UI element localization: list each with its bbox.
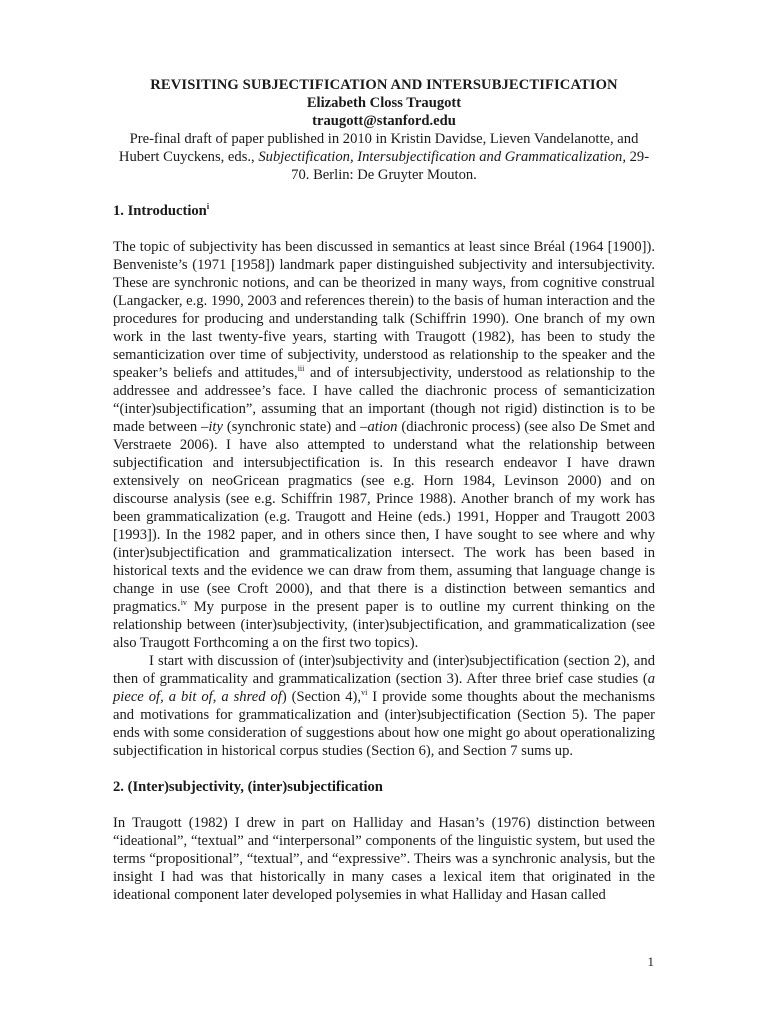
suffix-ity: –ity [201, 419, 223, 435]
text-run: I provide some thoughts about the mechanisms and motivations for grammaticalization and (inter)subjectification (Section 5). The paper ends with some consideration of suggestions about how one might go about operationalizing subjectification in historical corpus studies (Section 6), and Section 7 sums up. [113, 689, 655, 759]
suffix-ation: –ation [360, 419, 398, 435]
publication-note-text-2: 29-70. Berlin: De Gruyter Mouton. [291, 149, 650, 183]
footnote-marker: i [206, 202, 210, 212]
text-run: I start with discussion of (inter)subjectivity and (inter)subjectification (section 2), and then of grammaticality and grammaticalization (section 3). After three brief case studies ( [113, 653, 655, 687]
text-run: ) (Section 4), [281, 689, 362, 705]
case-study-examples: a piece of, a bit of, a shred of [113, 671, 655, 705]
page-number: 1 [647, 954, 654, 969]
intro-paragraph-2 [113, 652, 655, 760]
book-title: Subjectification, Intersubjectification and Grammaticalization, [258, 149, 626, 165]
document-page [113, 76, 655, 904]
footnote-marker: iv [180, 598, 187, 608]
title-block [113, 76, 655, 184]
publication-note [113, 130, 655, 184]
publication-note-text-1: Pre-final draft of paper published in 2010 in Kristin Davidse, Lieven Vandelanotte, and Hubert Cuyckens, eds., [118, 131, 639, 165]
text-run: (diachronic process) (see also De Smet and Verstraete 2006). I have also attempted to understand what the relationship between subjectification and intersubjectification is. In this research endeavor I have drawn extensively on neoGricean pragmatics (see e.g. Horn 1984, Levinson 2000) and on discourse analysis (see e.g. Schiffrin 1987, Prince 1988). Another branch of my work has been grammaticalization (e.g. Traugott and Heine (eds.) 1991, Hopper and Traugott 2003 [1993]). In the 1982 paper, and in others since then, I have sought to see where and why (inter)subjectification and grammaticalization intersect. The work has been based in historical texts and the evidence we can draw from them, assuming that language change is change in use (see Croft 2000), and that there is a distinction between semantics and pragmatics. [113, 419, 655, 615]
section-1-heading-text: 1. Introduction [113, 203, 207, 219]
paper-title: REVISITING SUBJECTIFICATION AND INTERSUBJECTIFICATION [150, 77, 618, 93]
footnote-marker: vi [361, 688, 368, 698]
text-run: The topic of subjectivity has been discussed in semantics at least since Bréal (1964 [1900]). Benveniste’s (1971 [1958]) landmark paper distinguished subjectivity and intersubjectivity. These are synchronic notions, and can be theorized in many ways, from cognitive construal (Langacker, e.g. 1990, 2003 and references therein) to the basis of human interaction and the procedures for producing and understanding talk (Schiffrin 1990). One branch of my own work in the last twenty-five years, starting with Traugott (1982), has been to study the semanticization over time of subjectivity, understood as relationship to the speaker and the speaker’s beliefs and attitudes, [113, 239, 655, 381]
text-run: My purpose in the present paper is to outline my current thinking on the relationship between (inter)subjectivity, (inter)subjectification, and grammaticalization (see also Traugott Forthcoming a on the first two topics). [113, 599, 655, 651]
section-1-heading [113, 202, 655, 220]
author-email: traugott@stanford.edu [312, 113, 456, 129]
footnote-marker: iii [297, 364, 305, 374]
section-2-paragraph-1: In Traugott (1982) I drew in part on Halliday and Hasan’s (1976) distinction between “ideational”, “textual” and “interpersonal” components of the linguistic system, but used the terms “propositional”, “textual”, and “expressive”. Theirs was a synchronic analysis, but the insight I had was that historically in many cases a lexical item that originated in the ideational component later developed polysemies in what Halliday and Hasan called [113, 815, 655, 903]
text-run: (synchronic state) and [222, 419, 361, 435]
author-name: Elizabeth Closs Traugott [306, 95, 462, 111]
text-run: and of intersubjectivity, understood as relationship to the addressee and addressee’s face. I have called the diachronic process of semanticization “(inter)subjectification”, assuming that an important (though not rigid) distinction is to be made between [113, 365, 655, 435]
section-2-heading: 2. (Inter)subjectivity, (inter)subjectification [113, 779, 383, 795]
intro-paragraph-1 [113, 238, 655, 652]
